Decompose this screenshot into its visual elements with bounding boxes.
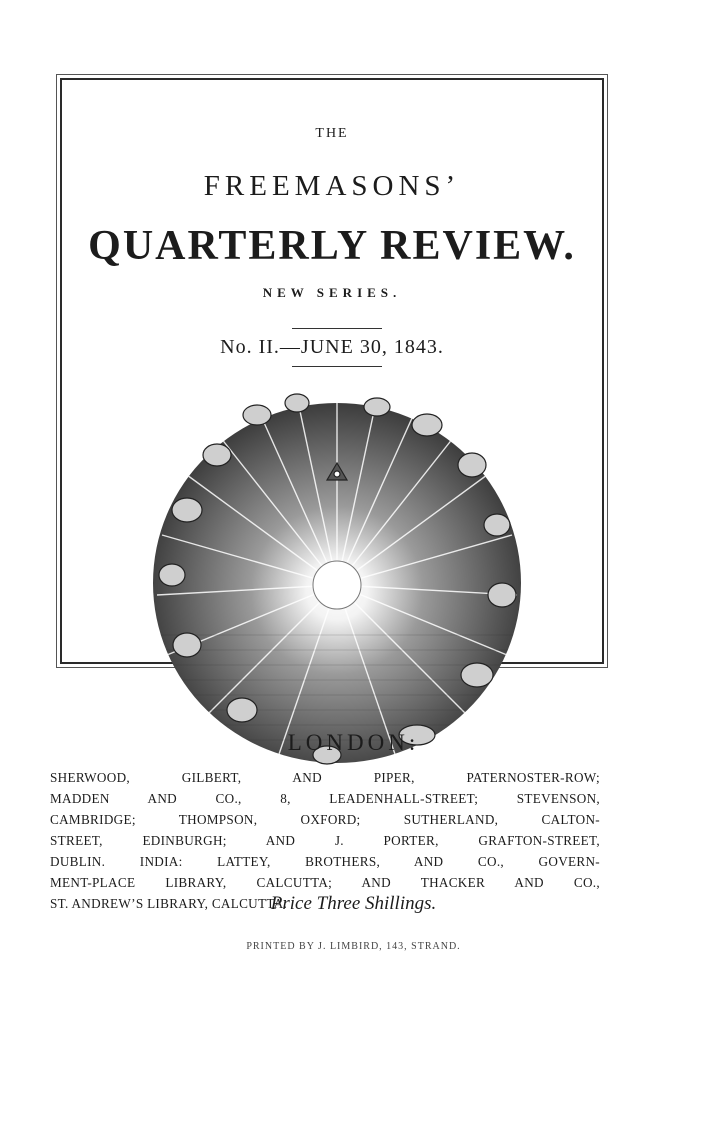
publishers-line: MADDEN AND CO., 8, LEADENHALL-STREET; STEVENSON,: [50, 791, 600, 806]
quarterly-review-title: QUARTERLY REVIEW.: [88, 223, 576, 269]
the-heading: THE: [315, 126, 349, 141]
publishers-line: SHERWOOD, GILBERT, AND PIPER, PATERNOSTER-ROW;: [50, 770, 600, 785]
publishers-line: MENT-PLACE LIBRARY, CALCUTTA; AND THACKER AND CO.,: [50, 875, 600, 890]
printer-credit: PRINTED BY J. LIMBIRD, 143, STRAND.: [246, 941, 461, 952]
divider-top: [292, 328, 382, 329]
publishers-list: [50, 767, 600, 914]
freemasons-title: FREEMASONS’: [203, 170, 461, 202]
publishers-line: STREET, EDINBURGH; AND J. PORTER, GRAFTON-STREET,: [50, 833, 600, 848]
issue-number: No. II.—JUNE 30, 1843.: [220, 336, 444, 358]
publishers-line: DUBLIN. INDIA: LATTEY, BROTHERS, AND CO., GOVERN-: [50, 854, 600, 869]
zodiac-sunburst-illustration: [147, 385, 527, 775]
new-series-label: NEW SERIES.: [262, 285, 402, 300]
publishers-line: ST. ANDREW’S LIBRARY, CALCUTTA.: [50, 896, 288, 911]
imprint-city: LONDON:: [287, 730, 420, 755]
cover-frame: [60, 78, 604, 664]
publishers-line: CAMBRIDGE; THOMPSON, OXFORD; SUTHERLAND, CALTON-: [50, 812, 600, 827]
price-line: Price Three Shillings.: [270, 893, 437, 914]
divider-bottom: [292, 366, 382, 367]
